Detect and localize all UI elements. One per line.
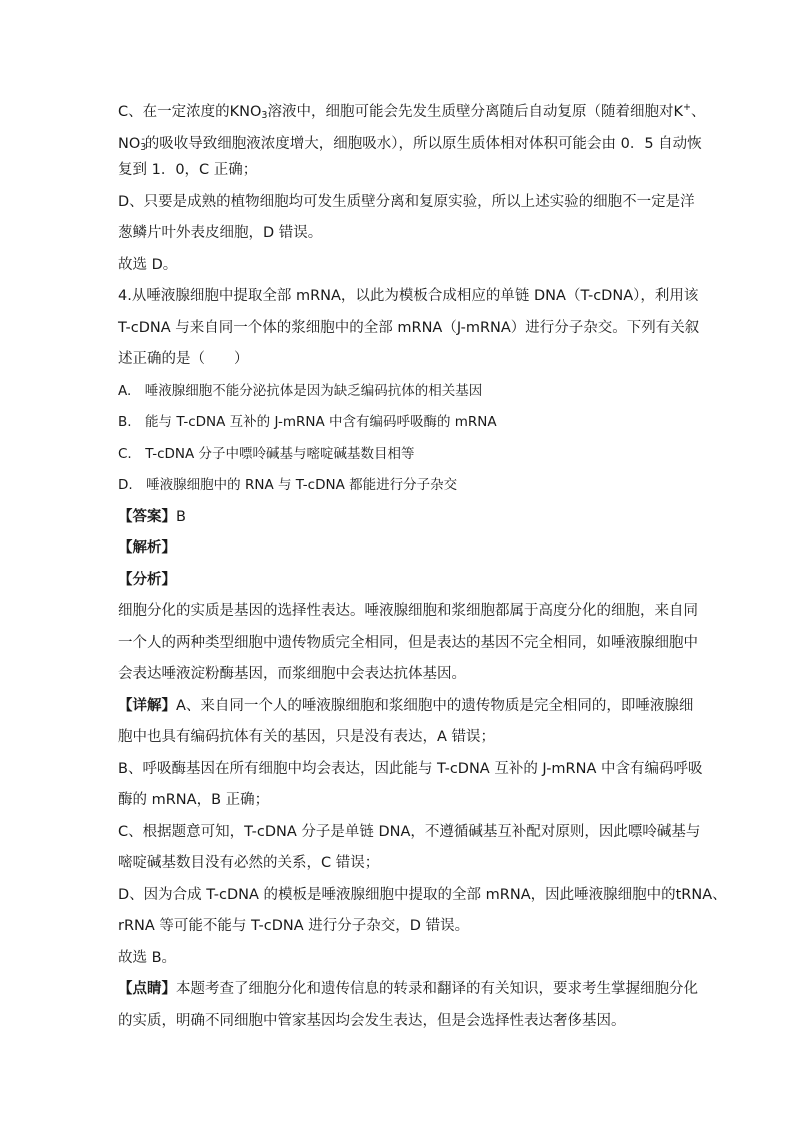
text-line-2: $NO_3^-$的吸收导致细胞液浓度增大，细胞吸水），所以原生质体相对体积可能会由 0．5 自动恢: [118, 133, 702, 153]
answer-line: [118, 502, 688, 534]
text-line-5: 葱鳞片叶外表皮细胞，D 错误。: [118, 225, 323, 241]
text-line-1: C、在一定浓度的$KNO_3$溶液中，细胞可能会先发生质壁分离随后自动复原（随着细胞对K+、: [118, 102, 706, 121]
detail-line-7: D、因为合成 T-cDNA 的模板是唾液腺细胞中提取的全部 mRNA，因此唾液腺细胞中的tRNA、: [118, 886, 727, 903]
question-stem-line-1: 4.从唾液腺细胞中提取全部 mRNA，以此为模板合成相应的单链 DNA（T-cDNA），利用该: [118, 288, 699, 304]
detail-line-1: 【详解】A、来自同一个人的唾液腺细胞和浆细胞中的遗传物质是完全相同的，即唾液腺细: [118, 697, 694, 714]
detail-label: 【详解】: [118, 697, 176, 714]
analysis-heading: 【解析】: [118, 540, 176, 556]
comment-label: 【点睛】: [118, 981, 176, 997]
detail-line-2: 胞中也具有编码抗体有关的基因，只是没有表达，A 错误；: [118, 729, 496, 745]
comment-line-2: 的实质，明确不同细胞中管家基因均会发生表达，但是会选择性表达奢侈基因。: [118, 1012, 626, 1029]
option-a: A. 唾液腺细胞不能分泌抗体是因为缺乏编码抗体的相关基因: [118, 382, 483, 399]
detail-line-6: 嘧啶碱基数目没有必然的关系，C 错误；: [118, 855, 380, 871]
text-line-3: 复到 1．0，C 正确；: [118, 162, 258, 178]
question-stem-line-3: 述正确的是（ ）: [118, 351, 249, 367]
answer-value: B: [176, 508, 186, 525]
comment-line-1: 【点睛】本题考查了细胞分化和遗传信息的转录和翻译的有关知识，要求考生掌握细胞分化: [118, 981, 698, 997]
detail-line-3: B、呼吸酶基因在所有细胞中均会表达，因此能与 T-cDNA 互补的 J-mRNA 中含有编码呼吸: [118, 760, 703, 777]
option-c: C. T-cDNA 分子中嘌呤碱基与嘧啶碱基数目相等: [118, 445, 415, 462]
answer-label: 【答案】: [118, 508, 176, 525]
text-line-6: 故选 D。: [118, 256, 178, 273]
conclusion-line: 故选 B。: [118, 949, 177, 966]
option-d: D. 唾液腺细胞中的 RNA 与 T-cDNA 都能进行分子杂交: [118, 477, 458, 493]
analysis-line-2: 一个人的两种类型细胞中遗传物质完全相同，但是表达的基因不完全相同，如唾液腺细胞中: [118, 634, 698, 651]
analysis-line-1: 细胞分化的实质是基因的选择性表达。唾液腺细胞和浆细胞都属于高度分化的细胞，来自同: [118, 603, 698, 619]
detail-line-4: 酶的 mRNA，B 正确；: [118, 792, 270, 808]
breakdown-heading: 【分析】: [118, 571, 176, 588]
text-line-4: D、只要是成熟的植物细胞均可发生质壁分离和复原实验，所以上述实验的细胞不一定是洋: [118, 193, 695, 210]
document-page: [118, 92, 727, 1037]
detail-line-5: C、根据题意可知，T-cDNA 分子是单链 DNA，不遵循碱基互补配对原则，因此嘌呤碱基与: [118, 823, 701, 840]
analysis-line-3: 会表达唾液淀粉酶基因，而浆细胞中会表达抗体基因。: [118, 666, 466, 682]
question-stem-line-2: T-cDNA 与来自同一个体的浆细胞中的全部 mRNA（J-mRNA）进行分子杂交。下列有关叙: [118, 319, 700, 336]
option-b: B. 能与 T-cDNA 互补的 J-mRNA 中含有编码呼吸酶的 mRNA: [118, 414, 497, 430]
detail-line-8: rRNA 等可能不能与 T-cDNA 进行分子杂交，D 错误。: [118, 918, 470, 934]
